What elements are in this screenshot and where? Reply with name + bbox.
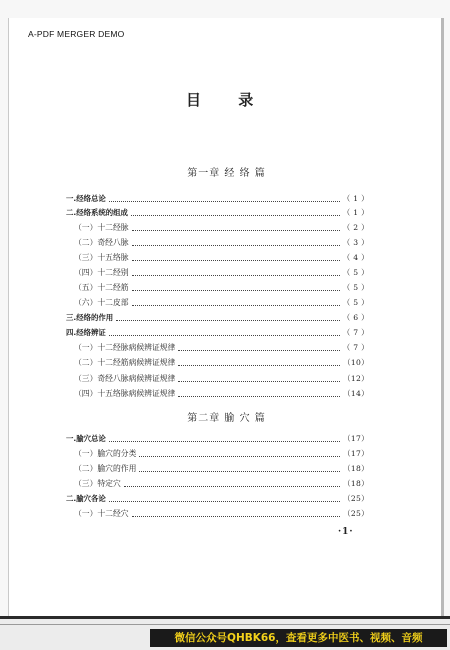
toc-entry-page: （ 5 ） <box>342 283 369 292</box>
toc-leader-dots <box>178 350 339 351</box>
toc-entry-page: （ 4 ） <box>342 253 369 262</box>
toc-leader-dots <box>178 365 340 366</box>
toc-leader-dots <box>132 516 340 517</box>
toc-entry[interactable] <box>74 252 369 264</box>
toc-entry[interactable] <box>74 463 369 475</box>
toc-entry-page: （ 5 ） <box>342 268 369 277</box>
toc-entry-label: （三）奇经八脉病候辨证规律 <box>74 374 176 383</box>
toc-entry-label: 三.经络的作用 <box>66 313 114 322</box>
promo-banner: 微信公众号QHBK66，查看更多中医书、视频、音频 <box>150 629 447 647</box>
toc-leader-dots <box>124 486 340 487</box>
toc-entry-label: （三）十五络脉 <box>74 253 129 262</box>
toc-entry[interactable] <box>74 237 369 249</box>
toc-entry[interactable] <box>66 193 369 205</box>
toc-leader-dots <box>132 260 340 261</box>
toc-entry[interactable] <box>74 373 369 385</box>
toc-entry-label: （三）特定穴 <box>74 479 121 488</box>
toc-entry-label: 二.腧穴各论 <box>66 494 106 503</box>
toc-entry-label: （一）十二经穴 <box>74 509 129 518</box>
toc-leader-dots <box>116 320 339 321</box>
toc-leader-dots <box>178 381 340 382</box>
toc-entry-label: 四.经络辨证 <box>66 328 106 337</box>
toc-entry-page: （14） <box>342 389 369 398</box>
toc-leader-dots <box>109 335 340 336</box>
toc-entry-page: （17） <box>342 434 369 443</box>
toc-leader-dots <box>132 305 340 306</box>
toc-entry[interactable] <box>66 493 369 505</box>
toc-entry-page: （18） <box>342 479 369 488</box>
toc-entry-label: （一）十二经脉病候辨证规律 <box>74 343 176 352</box>
toc-entry[interactable] <box>74 282 369 294</box>
toc-entry-label: （二）奇经八脉 <box>74 238 129 247</box>
toc-entry-page: （25） <box>342 494 369 503</box>
toc-entry-label: （五）十二经筋 <box>74 283 129 292</box>
page-number: ·1· <box>338 527 354 537</box>
toc-entry-label: 二.经络系统的组成 <box>66 208 128 217</box>
toc-entry-page: （ 7 ） <box>342 328 369 337</box>
toc-leader-dots <box>131 215 340 216</box>
toc-entry[interactable] <box>74 267 369 279</box>
toc-entry-label: （二）腧穴的作用 <box>74 464 137 473</box>
toc-entry-label: 一.经络总论 <box>66 194 106 203</box>
toc-entry-label: （一）腧穴的分类 <box>74 449 137 458</box>
toc-entry-page: （ 1 ） <box>342 194 369 203</box>
toc-leader-dots <box>132 275 340 276</box>
toc-leader-dots <box>178 396 340 397</box>
toc-entry-label: （二）十二经筋病候辨证规律 <box>74 358 176 367</box>
toc-entry[interactable] <box>74 508 369 520</box>
toc-entry-page: （ 5 ） <box>342 298 369 307</box>
toc-entry[interactable] <box>74 388 369 400</box>
toc-entry-page: （ 1 ） <box>342 208 369 217</box>
toc-leader-dots <box>109 501 340 502</box>
toc-entry[interactable] <box>66 327 369 339</box>
toc-entry-label: 一.腧穴总论 <box>66 434 106 443</box>
toc-entry-page: （ 7 ） <box>342 343 369 352</box>
toc-entry[interactable] <box>74 448 369 460</box>
chapter-heading-1: 第一章 经 络 篇 <box>187 168 266 179</box>
toc-leader-dots <box>132 230 340 231</box>
toc-entry-page: （25） <box>342 509 369 518</box>
toc-entry-page: （10） <box>342 358 369 367</box>
viewer-bottom-divider <box>0 624 450 625</box>
document-title: 目 录 <box>186 91 270 109</box>
toc-entry[interactable] <box>74 478 369 490</box>
toc-entry-page: （18） <box>342 464 369 473</box>
toc-entry-page: （ 2 ） <box>342 223 369 232</box>
toc-entry-page: （17） <box>342 449 369 458</box>
toc-entry-page: （12） <box>342 374 369 383</box>
toc-entry-page: （ 3 ） <box>342 238 369 247</box>
toc-entry[interactable] <box>74 342 369 354</box>
chapter-heading-2: 第二章 腧 穴 篇 <box>187 413 266 424</box>
toc-leader-dots <box>132 290 340 291</box>
toc-leader-dots <box>109 201 340 202</box>
toc-entry[interactable] <box>66 312 369 324</box>
toc-entry-label: （四）十二经别 <box>74 268 129 277</box>
toc-leader-dots <box>132 245 340 246</box>
toc-entry[interactable] <box>66 207 369 219</box>
toc-entry[interactable] <box>74 297 369 309</box>
toc-entry[interactable] <box>66 433 369 445</box>
toc-entry[interactable] <box>74 222 369 234</box>
toc-entry[interactable] <box>74 357 369 369</box>
toc-entry-label: （一）十二经脉 <box>74 223 129 232</box>
demo-watermark-label: A-PDF MERGER DEMO <box>28 29 125 39</box>
toc-leader-dots <box>139 471 340 472</box>
toc-leader-dots <box>139 456 340 457</box>
toc-leader-dots <box>109 441 340 442</box>
page-shadow-edge <box>441 18 444 616</box>
toc-entry-page: （ 6 ） <box>342 313 369 322</box>
toc-entry-label: （四）十五络脉病候辨证规律 <box>74 389 176 398</box>
toc-entry-label: （六）十二皮部 <box>74 298 129 307</box>
